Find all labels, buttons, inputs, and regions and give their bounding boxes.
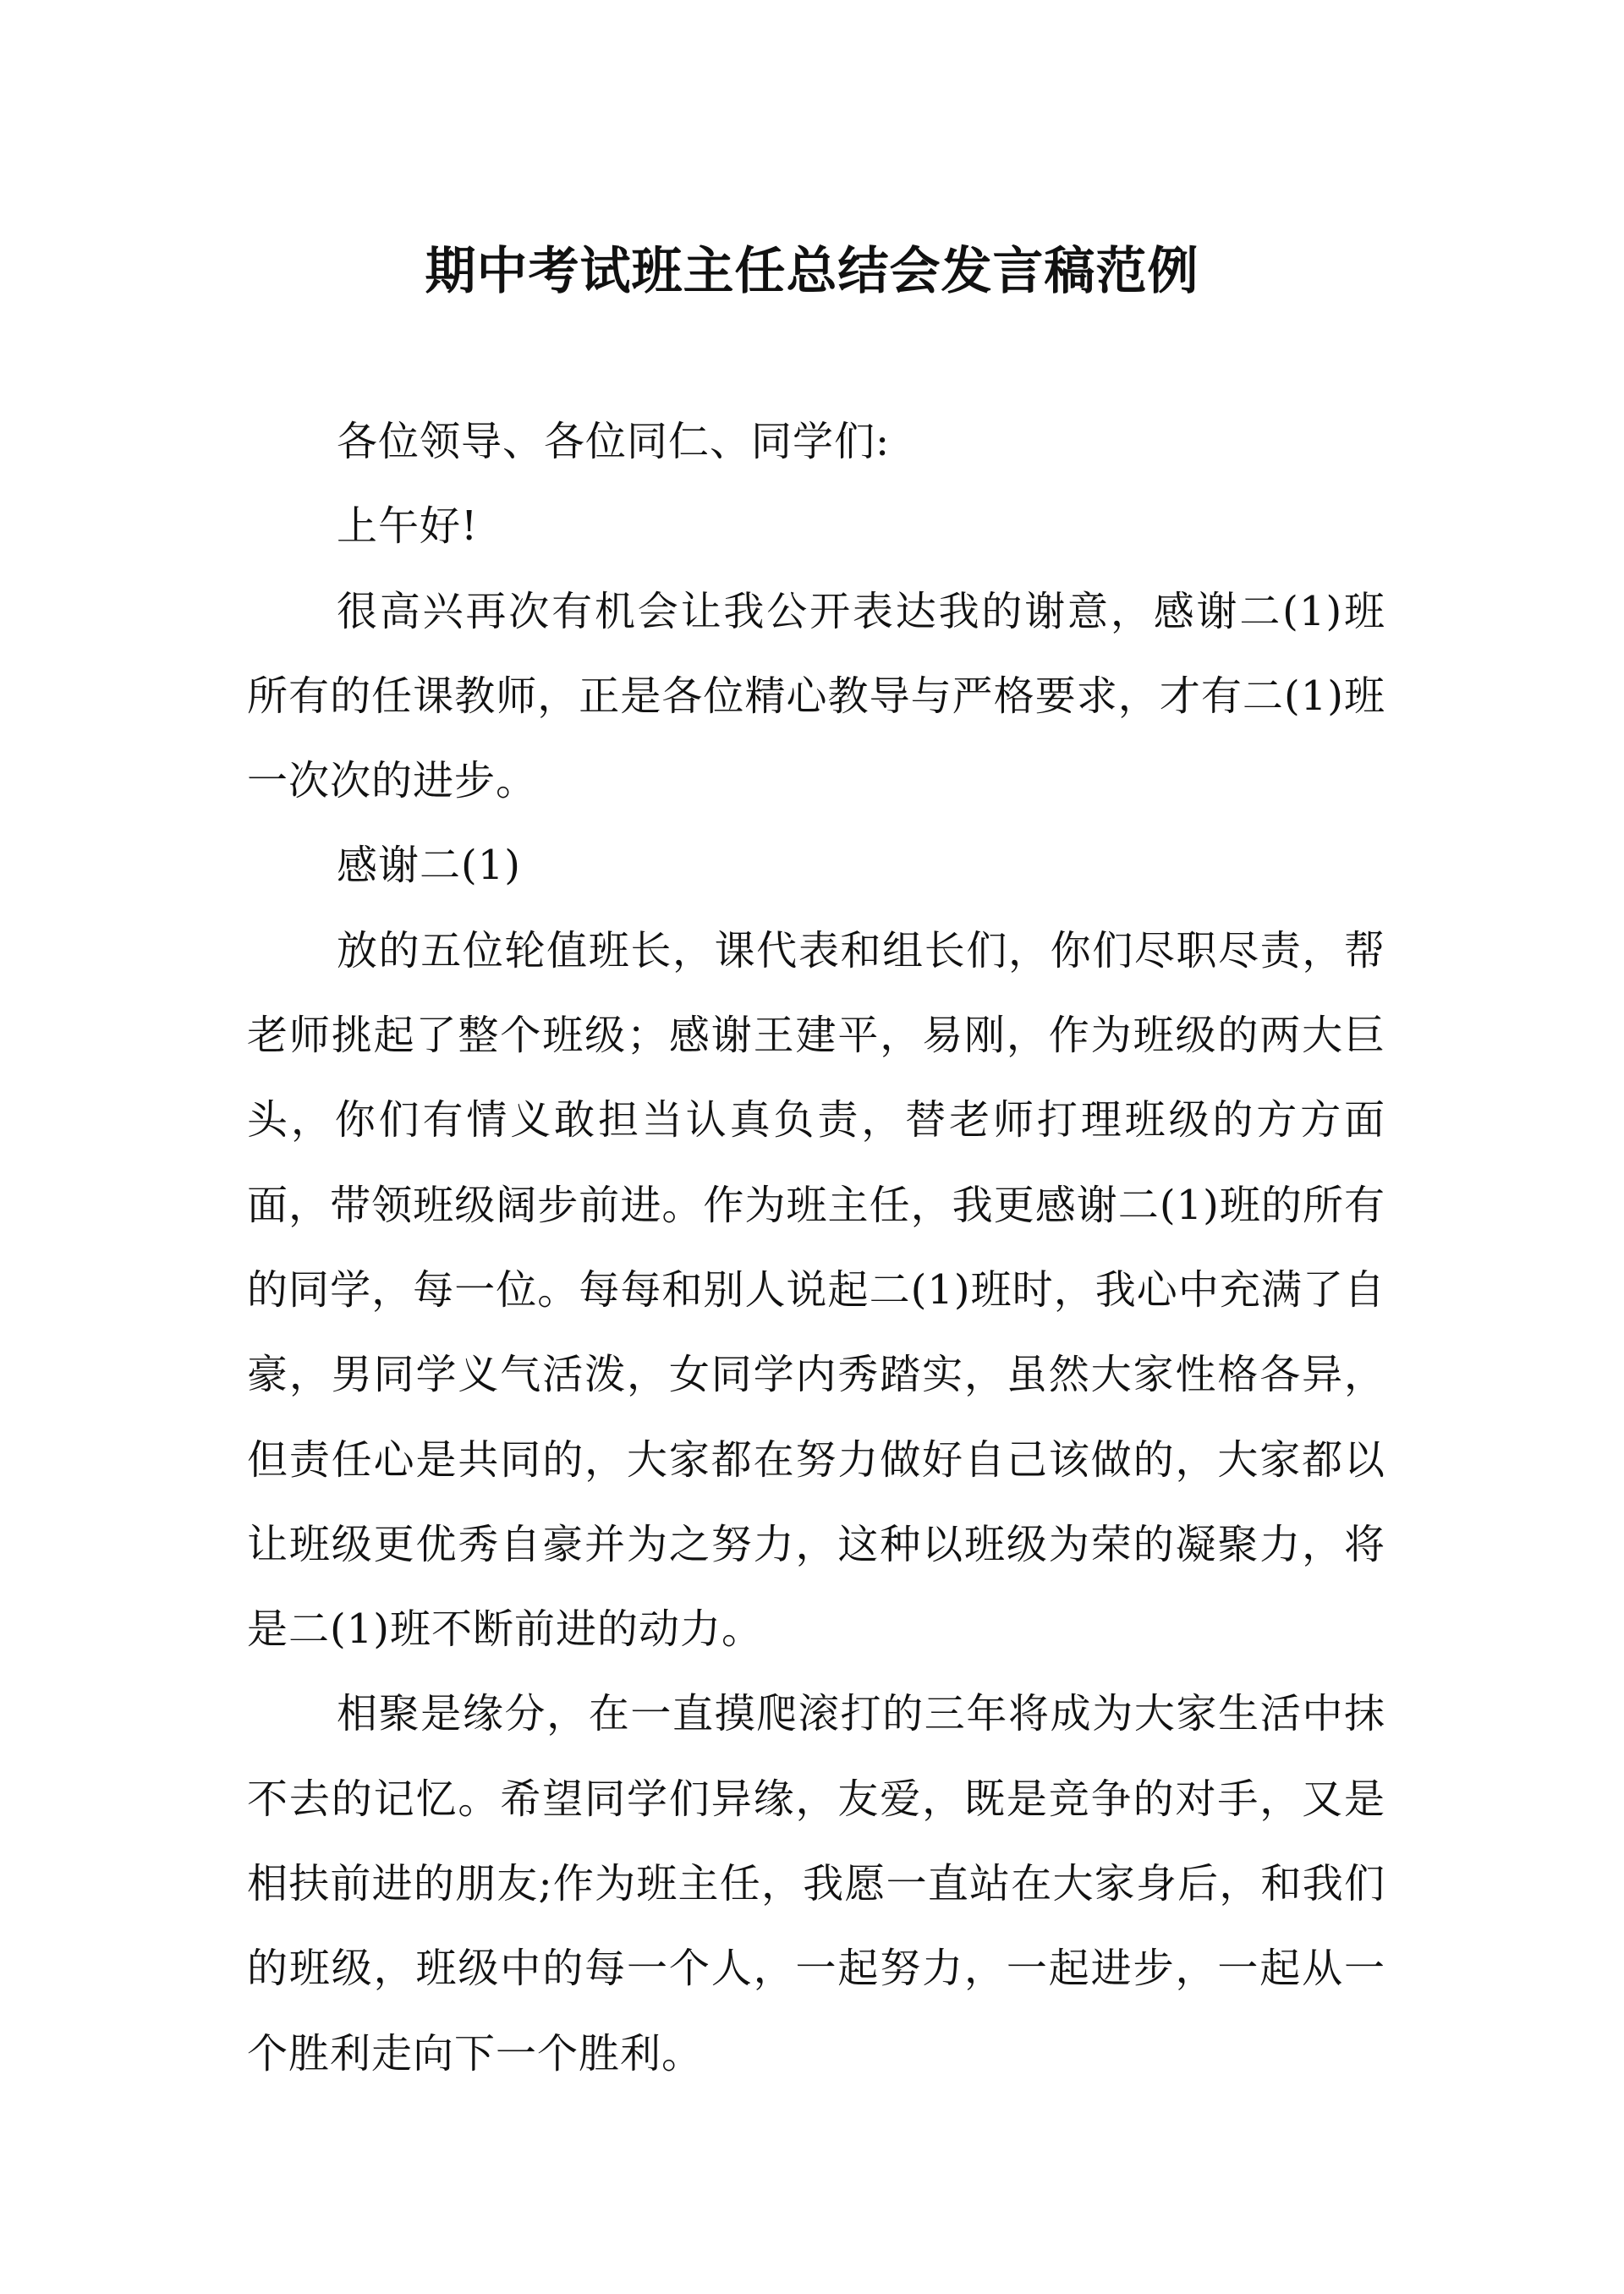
paragraph-thanks-students: 放的五位轮值班长，课代表和组长们，你们尽职尽责，帮老师挑起了整个班级；感谢王建平，易刚，作为班级的两大巨头，你们有情义敢担当认真负责，替老师打理班级的方方面面，带领班级阔步前进。作为班主任，我更感谢二(1)班的所有的同学，每一位。每每和别人说起二(1)班时，我心中充满了自豪，男同学义气活泼，女同学内秀踏实，虽然大家性格各异，但责任心是共同的，大家都在努力做好自己该做的，大家都以让班级更优秀自豪并为之努力，这种以班级为荣的凝聚力，将是二(1)班不断前进的动力。 (247, 926, 1385, 1654)
document-title: 期中考试班主任总结会发言稿范例 (425, 242, 1199, 302)
paragraph-thanks-teachers: 很高兴再次有机会让我公开表达我的谢意，感谢二(1)班所有的任课教师，正是各位精心教导与严格要求，才有二(1)班一次次的进步。 (247, 587, 1385, 805)
document-body (247, 399, 1385, 2096)
paragraph-closing: 相聚是缘分，在一直摸爬滚打的三年将成为大家生活中抹不去的记忆。希望同学们异缘，友爱，既是竞争的对手，又是相扶前进的朋友;作为班主任，我愿一直站在大家身后，和我们的班级，班级中的每一个人，一起努力，一起进步，一起从一个胜利走向下一个胜利。 (247, 1690, 1385, 2077)
paragraph-greeting: 上午好! (337, 502, 479, 551)
paragraph-thanks-heading: 感谢二(1) (337, 842, 521, 890)
paragraph-salutation: 各位领导、各位同仁、同学们: (337, 418, 891, 465)
